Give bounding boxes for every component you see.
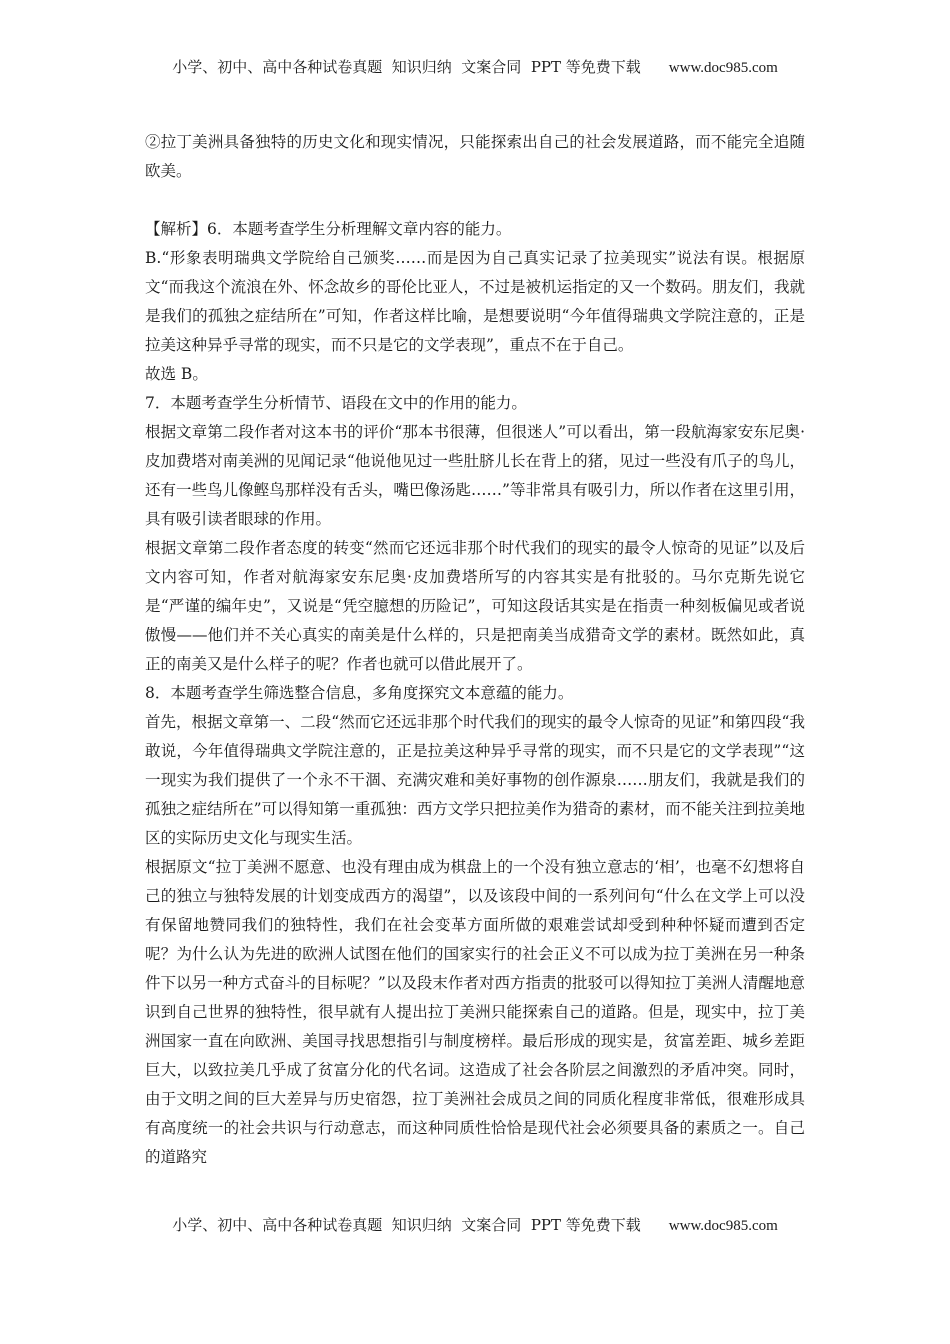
header-text: 小学、初中、高中各种试卷真题 知识归纳 文案合同 PPT 等免费下载 [172, 58, 641, 76]
blank-line [145, 186, 805, 215]
analysis-heading-q7: 7．本题考查学生分析情节、语段在文中的作用的能力。 [145, 394, 527, 412]
footer-url[interactable]: www.doc985.com [668, 1218, 778, 1234]
page-header [0, 56, 950, 77]
page-footer [0, 1214, 950, 1235]
analysis-q8-paragraph-1: 首先，根据文章第一、二段“然而它还远非那个时代我们的现实的最令人惊奇的见证”和第四段“我敢说，今年值得瑞典文学院注意的，正是拉美这种异乎寻常的现实，而不只是它的文学表现”“这一现实为我们提供了一个永不干涸、充满灾难和美好事物的创作源泉……朋友们，我就是我们的孤独之症结所在”可以得知第一重孤独：西方文学只把拉美作为猎奇的素材，而不能关注到拉美地区的实际历史文化与现实生活。 [145, 713, 805, 847]
analysis-heading-q6: 【解析】6．本题考查学生分析理解文章内容的能力。 [145, 220, 512, 238]
analysis-q7-paragraph-2: 根据文章第二段作者态度的转变“然而它还远非那个时代我们的现实的最令人惊奇的见证”以及后文内容可知，作者对航海家安东尼奥·皮加费塔所写的内容其实是有批驳的。马尔克斯先说它是“严谨的编年史”，又说是“凭空臆想的历险记”，可知这段话其实是在指责一种刻板偏见或者说傲慢——他们并不关心真实的南美是什么样的，只是把南美当成猎奇文学的素材。既然如此，真正的南美又是什么样子的呢？作者也就可以借此展开了。 [145, 539, 805, 673]
analysis-heading-q8: 8．本题考查学生筛选整合信息，多角度探究文本意蕴的能力。 [145, 684, 574, 702]
analysis-q6-answer: 故选 B。 [145, 365, 208, 383]
analysis-q7-paragraph-1: 根据文章第二段作者对这本书的评价“那本书很薄，但很迷人”可以看出，第一段航海家安东尼奥·皮加费塔对南美洲的见闻记录“他说他见过一些肚脐儿长在背上的猪，见过一些没有爪子的鸟儿，还有一些鸟儿像鲣鸟那样没有舌头，嘴巴像汤匙……”等非常具有吸引力，所以作者在这里引用，具有吸引读者眼球的作用。 [145, 423, 805, 528]
analysis-q6-paragraph: B.“形象表明瑞典文学院给自己颁奖……而是因为自己真实记录了拉美现实”说法有误。根据原文“而我这个流浪在外、怀念故乡的哥伦比亚人，不过是被机运指定的又一个数码。朋友们，我就是我们的孤独之症结所在”可知，作者这样比喻，是想要说明“今年值得瑞典文学院注意的，正是拉美这种异乎寻常的现实，而不只是它的文学表现”，重点不在于自己。 [145, 249, 805, 354]
answer-paragraph-2: ②拉丁美洲具备独特的历史文化和现实情况，只能探索出自己的社会发展道路，而不能完全追随欧美。 [145, 133, 805, 180]
footer-text: 小学、初中、高中各种试卷真题 知识归纳 文案合同 PPT 等免费下载 [172, 1216, 641, 1234]
header-url[interactable]: www.doc985.com [668, 60, 778, 76]
document-body [145, 128, 805, 1172]
analysis-q8-paragraph-2: 根据原文“拉丁美洲不愿意、也没有理由成为棋盘上的一个没有独立意志的‘相’，也毫不幻想将自己的独立与独特发展的计划变成西方的渴望”，以及该段中间的一系列问句“什么在文学上可以没有保留地赞同我们的独特性，我们在社会变革方面所做的艰难尝试却受到种种怀疑而遭到否定呢？为什么认为先进的欧洲人试图在他们的国家实行的社会正义不可以成为拉丁美洲在另一种条件下以另一种方式奋斗的目标呢？”以及段末作者对西方指责的批驳可以得知拉丁美洲人清醒地意识到自己世界的独特性，很早就有人提出拉丁美洲只能探索自己的道路。但是，现实中，拉丁美洲国家一直在向欧洲、美国寻找思想指引与制度榜样。最后形成的现实是，贫富差距、城乡差距巨大，以致拉美几乎成了贫富分化的代名词。这造成了社会各阶层之间激烈的矛盾冲突。同时，由于文明之间的巨大差异与历史宿怨，拉丁美洲社会成员之间的同质化程度非常低，很难形成具有高度统一的社会共识与行动意志，而这种同质性恰恰是现代社会必须要具备的素质之一。自己的道路究 [145, 858, 805, 1166]
